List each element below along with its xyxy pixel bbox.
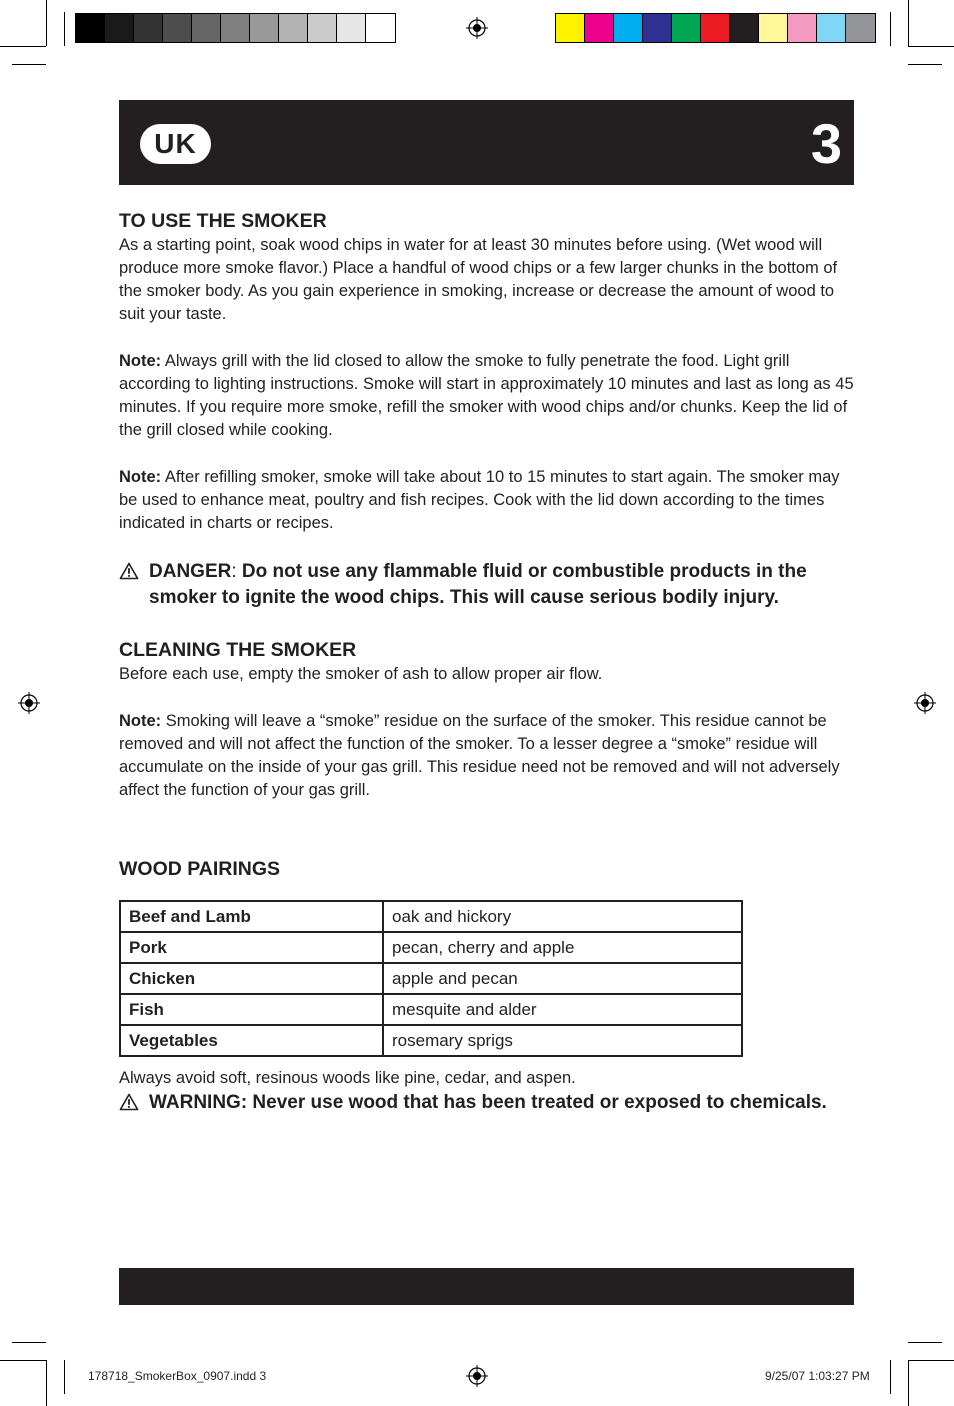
header-band xyxy=(119,100,854,185)
crop-mark xyxy=(890,1360,891,1394)
color-swatch xyxy=(250,14,279,42)
table-row xyxy=(120,1025,742,1056)
wood-cell: apple and pecan xyxy=(383,963,742,994)
color-swatch xyxy=(643,14,672,42)
food-cell: Pork xyxy=(120,932,383,963)
food-cell: Chicken xyxy=(120,963,383,994)
note-label: Note: xyxy=(119,468,162,486)
note-label: Note: xyxy=(119,352,162,370)
crop-mark xyxy=(908,0,909,46)
color-swatch xyxy=(817,14,846,42)
paragraph: Before each use, empty the smoker of ash to allow proper air flow. xyxy=(119,665,603,683)
table-row xyxy=(120,963,742,994)
color-swatch xyxy=(134,14,163,42)
table-row xyxy=(120,901,742,932)
section-title: CLEANING THE SMOKER xyxy=(119,639,357,661)
wood-pairings-table xyxy=(119,900,743,1057)
color-swatch xyxy=(788,14,817,42)
color-swatch xyxy=(614,14,643,42)
note-paragraph xyxy=(119,710,859,802)
paragraph: As a starting point, soak wood chips in water for at least 30 minutes before using. (Wet wood will produce more smoke flavor.) Place a handful of wood chips or a few larger chunks in the bottom of the smoker body. As you gain experience in smoking, increase or decrease the amount of wood to suit your taste. xyxy=(119,236,838,323)
color-swatch xyxy=(308,14,337,42)
footer-band xyxy=(119,1268,854,1305)
wood-cell: rosemary sprigs xyxy=(383,1025,742,1056)
wood-cell: pecan, cherry and apple xyxy=(383,932,742,963)
crop-mark xyxy=(64,1360,65,1394)
danger-label: DANGER xyxy=(149,561,232,582)
crop-mark xyxy=(0,1360,46,1361)
registration-mark-icon xyxy=(466,17,488,39)
color-swatch xyxy=(759,14,788,42)
note-text: Smoking will leave a “smoke” residue on the surface of the smoker. This residue cannot be removed and will not affect the function of the smoker. To a lesser degree a “smoke” residue will accumulate on the inside of your gas grill. This residue need not be removed and will not adversely affect the function of your gas grill. xyxy=(119,712,840,799)
crop-mark xyxy=(908,1342,942,1343)
color-swatch xyxy=(337,14,366,42)
color-swatch xyxy=(76,14,105,42)
note-paragraph xyxy=(119,466,859,535)
registration-mark-icon xyxy=(466,1365,488,1387)
section-title: WOOD PAIRINGS xyxy=(119,858,281,880)
slug-filename: 178718_SmokerBox_0907.indd 3 xyxy=(88,1369,267,1383)
note-label: Note: xyxy=(119,712,162,730)
paragraph: Always avoid soft, resinous woods like pine, cedar, and aspen. xyxy=(119,1069,576,1087)
color-swatch xyxy=(672,14,701,42)
color-swatch xyxy=(221,14,250,42)
slug-timestamp: 9/25/07 1:03:27 PM xyxy=(765,1369,870,1383)
note-text: Always grill with the lid closed to allow the smoke to fully penetrate the food. Light grill according to lighting instructions. Smoke will start in approximately 10 minutes and last as long as 45 minutes. If you require more smoke, refill the smoker with wood chips and/or chunks. Keep the lid of the grill closed while cooking. xyxy=(119,352,854,439)
warning-text: WARNING: Never use wood that has been treated or exposed to chemicals. xyxy=(149,1092,827,1113)
danger-callout xyxy=(119,559,859,611)
color-swatch xyxy=(585,14,614,42)
warning-callout xyxy=(119,1090,859,1116)
crop-mark xyxy=(908,1360,954,1361)
crop-mark xyxy=(12,64,46,65)
color-swatch xyxy=(556,14,585,42)
note-text: After refilling smoker, smoke will take about 10 to 15 minutes to start again. The smoker may be used to enhance meat, poultry and fish recipes. Cook with the lid down according to the times indicated in charts or recipes. xyxy=(119,468,840,532)
section-use-smoker xyxy=(119,208,859,611)
crop-mark xyxy=(12,1342,46,1343)
color-swatch xyxy=(846,14,875,42)
color-swatch xyxy=(192,14,221,42)
warning-triangle-icon xyxy=(119,562,139,580)
section-wood-pairings xyxy=(119,856,859,1116)
color-calibration-bar xyxy=(555,13,876,43)
registration-mark-icon xyxy=(18,692,40,714)
color-swatch xyxy=(366,14,395,42)
warning-triangle-icon xyxy=(119,1093,139,1111)
table-row xyxy=(120,994,742,1025)
food-cell: Beef and Lamb xyxy=(120,901,383,932)
crop-mark xyxy=(46,1360,47,1406)
food-cell: Fish xyxy=(120,994,383,1025)
color-swatch xyxy=(279,14,308,42)
wood-cell: oak and hickory xyxy=(383,901,742,932)
language-badge: UK xyxy=(140,124,211,164)
color-swatch xyxy=(105,14,134,42)
color-swatch xyxy=(730,14,759,42)
color-swatch xyxy=(163,14,192,42)
page-content xyxy=(119,208,859,1116)
section-title: TO USE THE SMOKER xyxy=(119,210,327,232)
section-cleaning xyxy=(119,637,859,802)
crop-mark xyxy=(908,1360,909,1406)
color-swatch xyxy=(701,14,730,42)
page-number: 3 xyxy=(810,112,842,175)
grayscale-calibration-bar xyxy=(75,13,396,43)
registration-mark-icon xyxy=(914,692,936,714)
crop-mark xyxy=(64,12,65,46)
danger-text: Do not use any flammable fluid or combustible products in the smoker to ignite the wood chips. This will cause serious bodily injury. xyxy=(149,561,807,608)
table-row xyxy=(120,932,742,963)
note-paragraph xyxy=(119,350,859,442)
danger-colon: : xyxy=(231,561,242,582)
wood-cell: mesquite and alder xyxy=(383,994,742,1025)
crop-mark xyxy=(890,12,891,46)
crop-mark xyxy=(0,46,46,47)
crop-mark xyxy=(46,0,47,46)
crop-mark xyxy=(908,46,954,47)
crop-mark xyxy=(908,64,942,65)
food-cell: Vegetables xyxy=(120,1025,383,1056)
